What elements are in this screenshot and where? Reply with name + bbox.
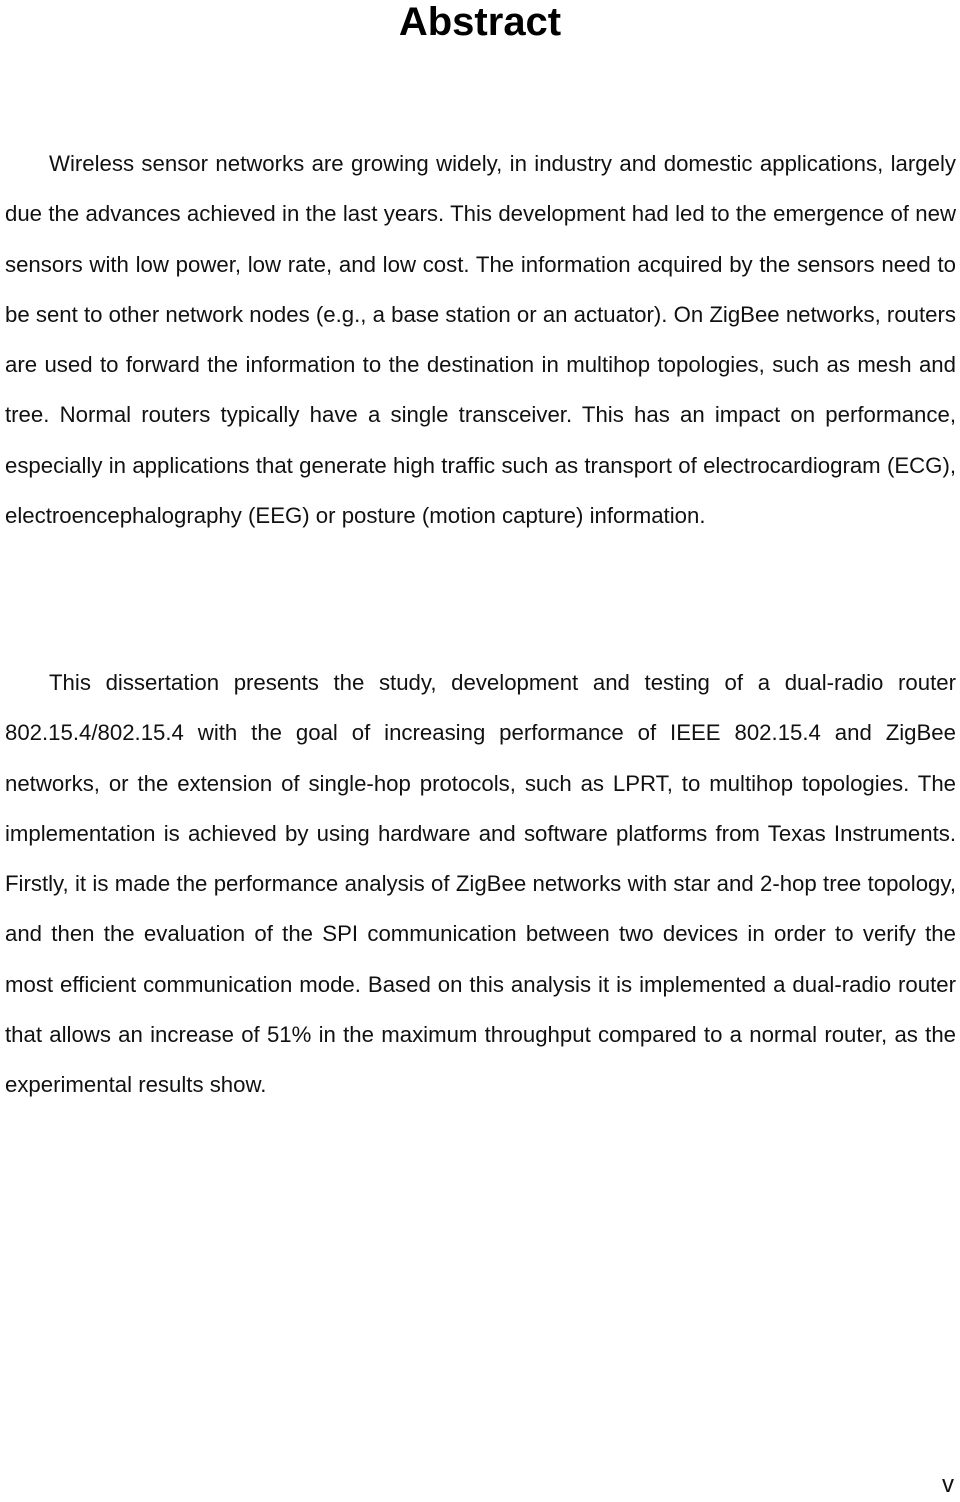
abstract-paragraph-2: This dissertation presents the study, development and testing of a dual-radio router 802.15.4/802.15.4 with the goal of increasing performance of IEEE 802.15.4 and ZigBee networks, or the extension of single-hop protocols, such as LPRT, to multihop topologies. The implementation is achieved by using hardware and software platforms from Texas Instruments. Firstly, it is made the performance analysis of ZigBee networks with star and 2-hop tree topology, and then the evaluation of the SPI communication between two devices in order to verify the most efficient communication mode. Based on this analysis it is implemented a dual-radio router that allows an increase of 51% in the maximum throughput compared to a normal router, as the experimental results show.: [5, 670, 956, 1098]
page-title: Abstract: [398, 0, 562, 44]
page-number: v: [942, 1471, 954, 1498]
abstract-paragraph-1: Wireless sensor networks are growing widely, in industry and domestic applications, largely due the advances achieved in the last years. This development had led to the emergence of new sensors with low power, low rate, and low cost. The information acquired by the sensors need to be sent to other network nodes (e.g., a base station or an actuator). On ZigBee networks, routers are used to forward the information to the destination in multihop topologies, such as mesh and tree. Normal routers typically have a single transceiver. This has an impact on performance, especially in applications that generate high traffic such as transport of electrocardiogram (ECG), electroencephalography (EEG) or posture (motion capture) information.: [5, 151, 956, 529]
